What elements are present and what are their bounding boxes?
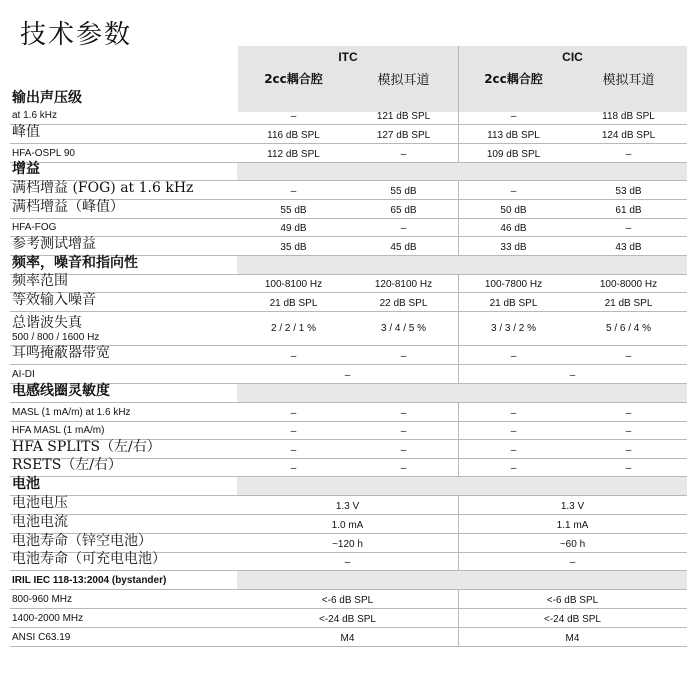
table-row	[10, 609, 687, 628]
row-label: HFA SPLITS（左/右）	[12, 439, 161, 455]
value-cell: 21 dB SPL	[269, 298, 318, 309]
row-label: 满档增益（峰值）	[12, 199, 124, 215]
group-header-cic: CIC	[562, 50, 583, 64]
value-cell: –	[510, 445, 517, 456]
table-row	[10, 590, 687, 609]
row-label: HFA-OSPL 90	[12, 148, 75, 159]
value-cell: 55 dB	[390, 186, 417, 197]
value-cell: 100-8000 Hz	[599, 279, 658, 290]
row-label: 电池寿命（可充电电池）	[12, 551, 166, 567]
itc-merged-cell: 1.3 V	[335, 501, 360, 512]
value-cell: –	[290, 351, 297, 362]
row-label: 1400-2000 MHz	[12, 613, 84, 624]
cic-merged-cell: ~60 h	[559, 539, 586, 550]
value-cell: 46 dB	[500, 223, 527, 234]
value-cell: 2 / 2 / 1 %	[270, 323, 317, 334]
table-row	[10, 275, 687, 293]
table-row	[10, 496, 687, 515]
section-label: 电池	[12, 476, 40, 492]
row-label: AI-DI	[12, 369, 35, 380]
value-cell: 109 dB SPL	[486, 149, 541, 160]
cic-merged-cell: <-24 dB SPL	[544, 614, 601, 625]
page-title: 技术参数	[20, 20, 133, 50]
cic-2cc-header: 2cc耦合腔	[484, 72, 543, 86]
value-cell: –	[510, 186, 517, 197]
cic-merged-cell: 1.1 mA	[556, 520, 589, 531]
value-cell: 55 dB	[280, 205, 307, 216]
value-cell: 33 dB	[500, 242, 527, 253]
value-cell: –	[625, 408, 632, 419]
value-cell: –	[625, 445, 632, 456]
row-label: 参考测试增益	[12, 236, 96, 252]
section-shading	[237, 256, 687, 274]
section-shading	[237, 163, 687, 180]
row-label: 等效输入噪音	[12, 292, 96, 308]
cic-merged-cell: –	[569, 557, 576, 568]
value-cell: –	[400, 149, 407, 160]
value-cell: 118 dB SPL	[602, 111, 655, 122]
value-cell: –	[290, 426, 297, 437]
value-cell: 120-8100 Hz	[374, 279, 433, 290]
cic-merged-cell: 1.3 V	[560, 501, 585, 512]
itc-merged-cell: <-6 dB SPL	[321, 595, 374, 606]
row-label: 总谐波失真	[12, 315, 82, 331]
value-cell: 21 dB SPL	[489, 298, 538, 309]
table-row	[10, 219, 687, 237]
value-cell: 124 dB SPL	[601, 130, 656, 141]
value-cell: 43 dB	[615, 242, 642, 253]
section-label: IRIL IEC 118-13:2004 (bystander)	[12, 575, 167, 586]
value-cell: 116 dB SPL	[267, 130, 320, 141]
value-cell: –	[510, 408, 517, 419]
row-label: RSETS（左/右）	[12, 457, 122, 473]
itc-merged-cell: ~120 h	[332, 539, 363, 550]
value-cell: –	[625, 463, 632, 474]
value-cell: 45 dB	[390, 242, 417, 253]
row-label: HFA-FOG	[12, 222, 57, 233]
value-cell: 5 / 6 / 4 %	[605, 323, 652, 334]
itc-merged-cell: –	[344, 370, 351, 381]
value-cell: 61 dB	[615, 205, 642, 216]
value-cell: –	[400, 408, 407, 419]
table-row	[10, 312, 687, 346]
value-cell: 49 dB	[280, 223, 307, 234]
group-header-itc: ITC	[338, 50, 358, 64]
row-label: HFA MASL (1 mA/m)	[12, 425, 105, 436]
row-label: 耳鸣掩蔽器带宽	[12, 345, 110, 361]
value-cell: 127 dB SPL	[376, 130, 431, 141]
value-cell: –	[290, 445, 297, 456]
value-cell: –	[625, 223, 632, 234]
table-row	[10, 107, 687, 125]
section-output-spl: 输出声压级	[12, 90, 82, 106]
section-label: 电感线圈灵敏度	[12, 383, 110, 399]
cic-merged-cell: <-6 dB SPL	[546, 595, 599, 606]
value-cell: 100-8100 Hz	[264, 279, 323, 290]
table-row	[10, 365, 687, 384]
value-cell: 113 dB SPL	[487, 130, 540, 141]
value-cell: –	[400, 351, 407, 362]
itc-merged-cell: M4	[340, 633, 355, 644]
value-cell: 112 dB SPL	[267, 149, 320, 160]
value-cell: 3 / 4 / 5 %	[380, 323, 427, 334]
itc-merged-cell: <-24 dB SPL	[319, 614, 376, 625]
table-row	[10, 293, 687, 312]
cic-ear-simulator-header: 模拟耳道	[602, 73, 655, 88]
table-row	[10, 459, 687, 477]
section-shading	[237, 571, 687, 589]
value-cell: –	[290, 463, 297, 474]
table-row	[10, 628, 687, 647]
row-label: 频率范围	[12, 273, 68, 289]
row-label: 800-960 MHz	[12, 594, 73, 605]
table-row	[10, 553, 687, 571]
value-cell: 35 dB	[280, 242, 307, 253]
value-cell: –	[290, 111, 297, 122]
value-cell: –	[400, 445, 407, 456]
row-label: 电池电压	[12, 495, 68, 511]
row-label: 电池寿命（锌空电池）	[12, 533, 152, 549]
itc-merged-cell: –	[344, 557, 351, 568]
value-cell: –	[510, 426, 517, 437]
value-cell: –	[625, 149, 632, 160]
row-sublabel: 500 / 800 / 1600 Hz	[12, 332, 100, 343]
section-shading	[237, 384, 687, 402]
table-row	[10, 403, 687, 422]
value-cell: –	[400, 426, 407, 437]
section-row	[10, 256, 687, 275]
section-shading	[237, 477, 687, 495]
itc-merged-cell: 1.0 mA	[331, 520, 364, 531]
value-cell: –	[625, 351, 632, 362]
section-row	[10, 384, 687, 403]
value-cell: –	[625, 426, 632, 437]
table-row	[10, 200, 687, 219]
row-label: 电池电流	[12, 514, 68, 530]
section-row	[10, 571, 687, 590]
row-label: MASL (1 mA/m) at 1.6 kHz	[12, 407, 131, 418]
value-cell: –	[510, 111, 517, 122]
value-cell: –	[400, 223, 407, 234]
cic-merged-cell: M4	[565, 633, 580, 644]
row-label: at 1.6 kHz	[12, 110, 58, 121]
itc-2cc-header: 2cc耦合腔	[264, 72, 323, 86]
row-label: 峰值	[12, 124, 40, 140]
value-cell: 21 dB SPL	[604, 298, 653, 309]
itc-ear-simulator-header: 模拟耳道	[377, 73, 430, 88]
section-row	[10, 477, 687, 496]
value-cell: –	[400, 463, 407, 474]
table-row	[10, 144, 687, 163]
value-cell: 3 / 3 / 2 %	[490, 323, 537, 334]
value-cell: 121 dB SPL	[376, 111, 431, 122]
value-cell: –	[290, 186, 297, 197]
value-cell: 50 dB	[500, 205, 527, 216]
value-cell: 65 dB	[390, 205, 417, 216]
cic-merged-cell: –	[569, 370, 576, 381]
value-cell: 22 dB SPL	[379, 298, 428, 309]
value-cell: 100-7800 Hz	[484, 279, 543, 290]
row-label: ANSI C63.19	[12, 632, 71, 643]
value-cell: –	[290, 408, 297, 419]
table-row	[10, 346, 687, 365]
section-label: 增益	[12, 161, 40, 177]
value-cell: 53 dB	[615, 186, 642, 197]
value-cell: –	[510, 463, 517, 474]
value-cell: –	[510, 351, 517, 362]
table-row	[10, 125, 687, 144]
row-label: 满档增益 (FOG) at 1.6 kHz	[12, 180, 194, 196]
section-label: 频率，噪音和指向性	[12, 255, 138, 271]
